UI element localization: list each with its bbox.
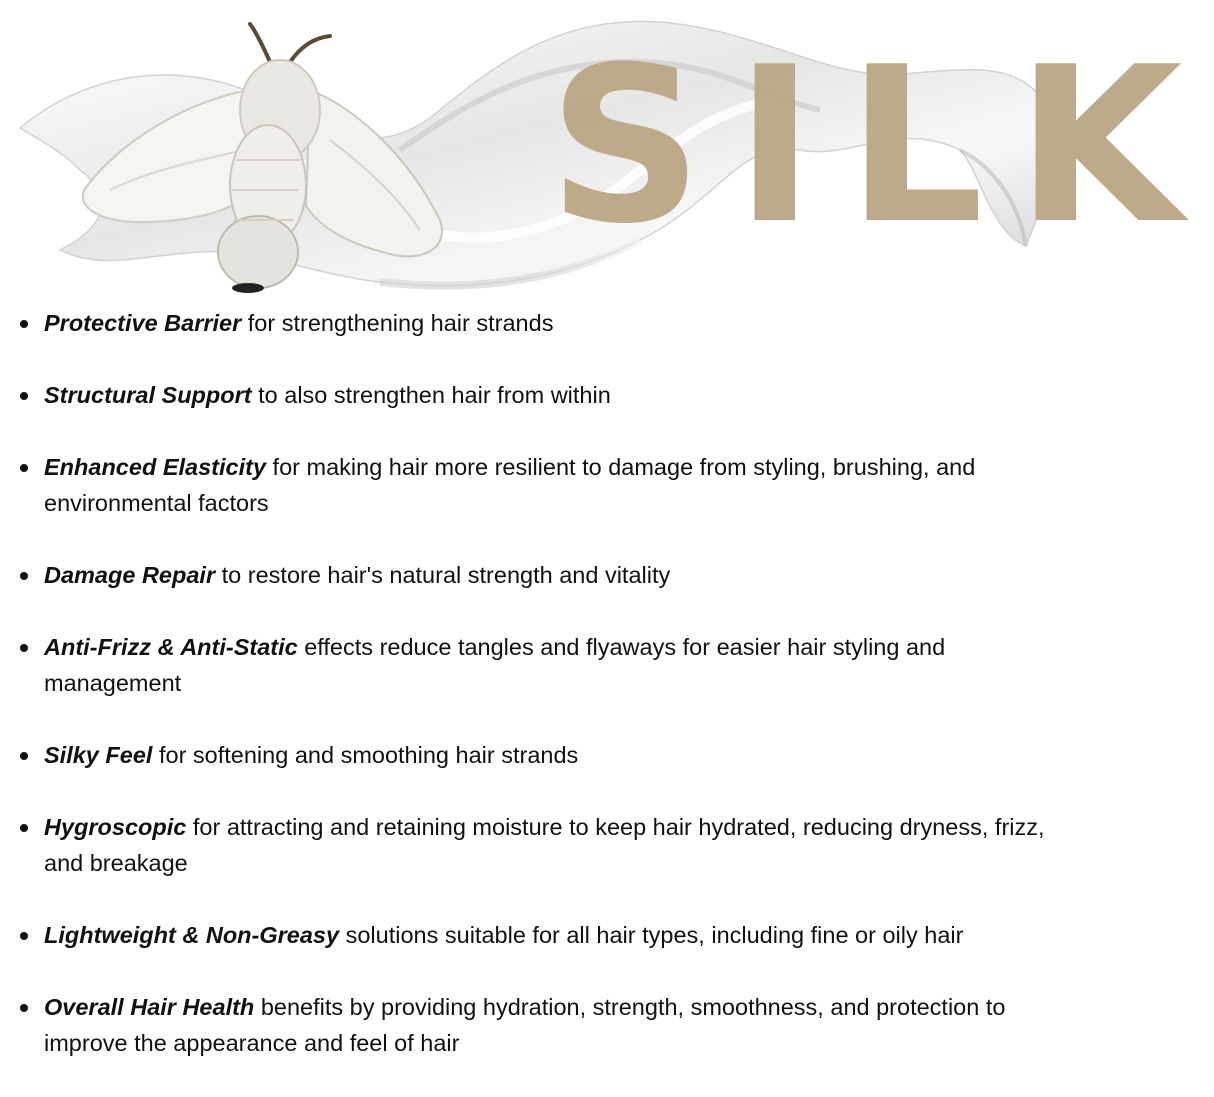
benefit-item: [0, 989, 1080, 1061]
benefit-term: Protective Barrier: [44, 310, 242, 336]
benefit-description: for attracting and retaining moisture to keep hair hydrated, reducing dryness, frizz, and breakage: [44, 814, 1045, 876]
benefit-item: [0, 809, 1080, 881]
benefit-description: to restore hair's natural strength and vitality: [215, 562, 671, 588]
bullet-icon: [20, 464, 28, 472]
benefit-item: [0, 917, 1080, 953]
banner-title: SILK: [548, 20, 1214, 271]
benefit-description: for strengthening hair strands: [241, 310, 554, 336]
bullet-icon: [20, 824, 28, 832]
benefit-description: solutions suitable for all hair types, including fine or oily hair: [339, 922, 964, 948]
bullet-icon: [20, 1004, 28, 1012]
bullet-icon: [20, 644, 28, 652]
benefit-item: [0, 557, 1080, 593]
hero-banner: [0, 0, 1214, 300]
silk-moth-icon: [0, 0, 460, 300]
benefit-item: [0, 449, 1080, 521]
bullet-icon: [20, 752, 28, 760]
benefit-term: Damage Repair: [44, 562, 216, 588]
benefit-description: to also strengthen hair from within: [251, 382, 611, 408]
benefit-term: Silky Feel: [44, 742, 153, 768]
bullet-icon: [20, 932, 28, 940]
bullet-icon: [20, 320, 28, 328]
benefit-description: effects reduce tangles and flyaways for easier hair styling and management: [44, 634, 946, 696]
bullet-icon: [20, 572, 28, 580]
benefits-list: [0, 305, 1080, 1097]
benefit-item: [0, 629, 1080, 701]
benefit-item: [0, 737, 1080, 773]
benefit-term: Lightweight & Non-Greasy: [44, 922, 340, 948]
benefit-description: for softening and smoothing hair strands: [152, 742, 579, 768]
benefit-item: [0, 377, 1080, 413]
benefit-term: Anti-Frizz & Anti-Static: [44, 634, 298, 660]
bullet-icon: [20, 392, 28, 400]
benefit-description: for making hair more resilient to damage from styling, brushing, and environmental factors: [44, 454, 976, 516]
benefit-term: Hygroscopic: [44, 814, 187, 840]
benefit-term: Structural Support: [44, 382, 252, 408]
benefit-term: Overall Hair Health: [44, 994, 255, 1020]
benefit-description: benefits by providing hydration, strength, smoothness, and protection to improve the appearance and feel of hair: [44, 994, 1006, 1056]
benefit-item: [0, 305, 1080, 341]
benefit-term: Enhanced Elasticity: [44, 454, 267, 480]
